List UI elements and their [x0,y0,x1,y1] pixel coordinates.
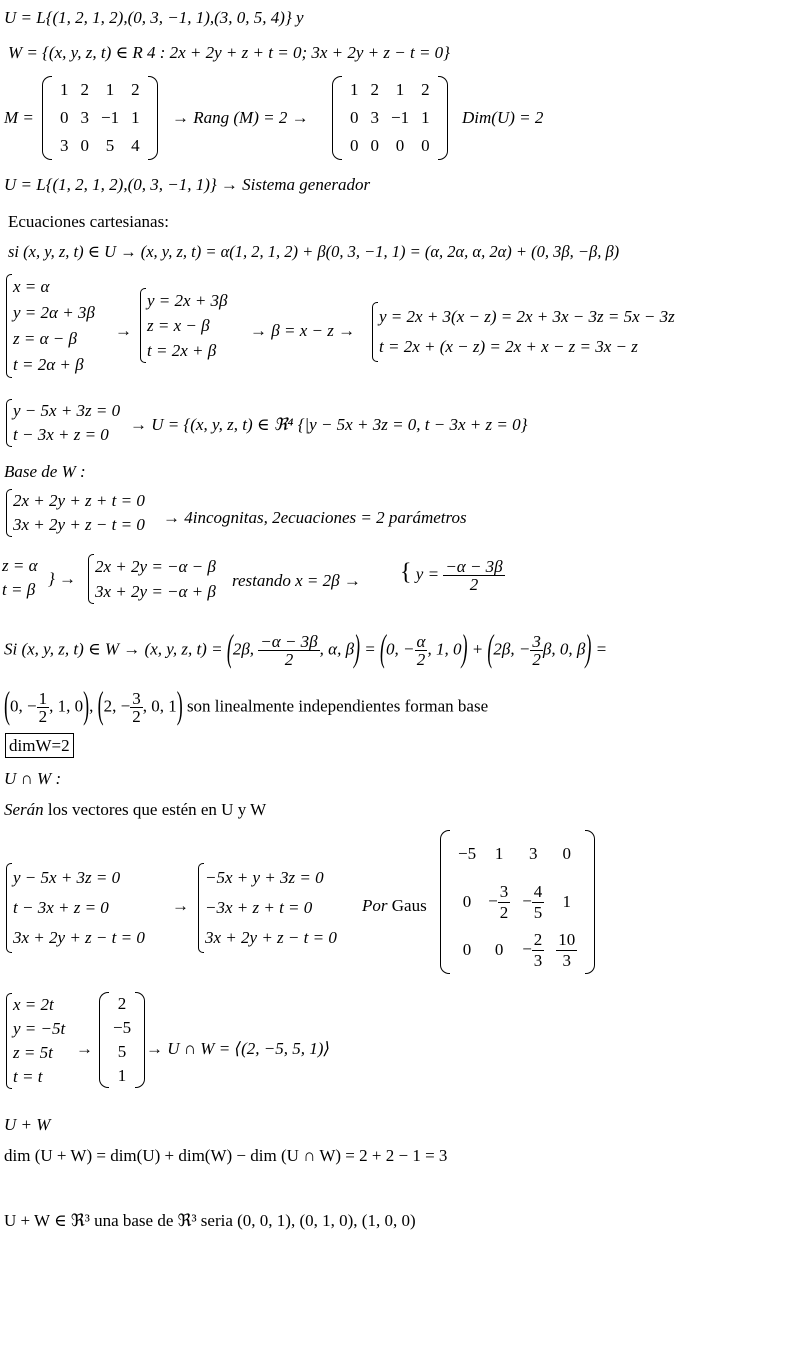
system-row: t − 3x + z = 0 [13,898,109,917]
final-basis: U + W ∈ ℜ³ una base de ℜ³ seria (0, 0, 1), (0, 1, 0), (1, 0, 0) [4,1211,416,1230]
matrix-row [452,926,583,974]
vector-column [99,992,145,1088]
matrix-row [344,76,436,104]
system-row: y = −5t [13,1019,66,1038]
sum-heading: U + W [4,1115,51,1134]
system-row: y = 2x + 3(x − z) = 2x + 3x − 3z = 5x − 3z [379,307,675,326]
matrix-cell: −1 [101,108,120,127]
intersection-heading: U ∩ W : [4,769,62,788]
matrix-cell: 4 [131,136,140,155]
arrow-s6: } → [48,569,77,588]
matrix-reduced [332,76,448,160]
matrix-cell: 0 [60,108,69,127]
system-7 [84,554,216,604]
matrix-cell: 2 [421,80,430,99]
matrix-row [452,878,583,926]
system-row: x = 2t [13,995,54,1014]
matrix-row [54,76,146,104]
seran-line: Serán los vectores que estén en U y W [4,800,267,819]
matrix-cell: 0 [350,108,359,127]
matrix-row [107,1016,137,1040]
matrix-row [54,104,146,132]
matrix-cell: 5 [117,1042,127,1061]
matrix-cell: 2 [117,994,127,1013]
matrix-cell: 0 [421,136,430,155]
system-row: t = 2x + β [147,341,217,360]
matrix-cell: 0 [462,892,472,911]
system-row: 3x + 2y = −α + β [95,582,216,601]
system-row: 3x + 2y + z − t = 0 [13,515,145,534]
U-cartesian: → U = {(x, y, z, t) ∈ ℜ⁴ {|y − 5x + 3z = 0, t − 3x + z = 0} [130,415,528,434]
matrix-cell: 0 [80,136,89,155]
matrix-cell: −1 [391,108,410,127]
matrix-row [54,132,146,160]
system-row: t − 3x + z = 0 [13,425,109,444]
system-row: z = α − β [13,329,77,348]
matrix-row [344,132,436,160]
matrix-cell: 0 [462,940,472,959]
matrix-cell: 2 [370,80,379,99]
system-row: t = t [13,1067,43,1086]
matrix-cell: −5 [113,1018,132,1037]
system-10 [194,863,337,953]
intersection-result: → U ∩ W = ⟨(2, −5, 5, 1)⟩ [146,1039,330,1058]
system-row: 2x + 2y = −α − β [95,557,216,576]
matrix-cell: 3 [80,108,89,127]
system-row: 3x + 2y + z − t = 0 [13,928,145,947]
matrix-cell: 5 [105,136,115,155]
system-row: z = 5t [13,1043,53,1062]
matrix-cell: 1 [421,108,430,127]
system-5 [2,489,145,537]
system-6 [0,554,38,602]
matrix-cell: − $\frac{4}{5}$ [522,881,543,922]
system-row: 3x + 2y + z − t = 0 [205,928,337,947]
system-row: t = β [2,580,36,599]
matrix-row [344,104,436,132]
system-4 [2,399,120,447]
rank-arrow: → Rang (M) = 2 → [172,108,309,127]
matrix-cell: 1 [395,80,405,99]
system-row: y = 2α + 3β [13,303,95,322]
param-expression: si (x, y, z, t) ∈ U → (x, y, z, t) = α(1, 2, 1, 2) + β(0, 3, −1, 1) = (α, 2α, α, 2α) + (0, 3β, −β, β) [8,242,620,261]
params-note: → 4incognitas, 2ecuaciones = 2 parámetros [163,508,467,527]
system-1 [2,274,95,378]
matrix-cell: 3 [370,108,379,127]
matrix-cell: 2 [80,80,89,99]
gauss-label: Por Gaus [362,896,427,915]
generator-system: U = L{(1, 2, 1, 2),(0, 3, −1, 1)} → Sistema generador [4,175,371,194]
system-11 [2,993,65,1089]
basis-vectors: (0, − $\frac{1}{2}$ , 1, 0), (2, − $\frac{3}{2}$ , 0, 1) son linealmente independientes forman base [4,684,489,727]
matrix-cell: 1 [117,1066,127,1085]
matrix-cell: 0 [494,940,504,959]
matrix-row [107,992,137,1016]
matrix-cell: − $\frac{2}{3}$ [522,929,543,970]
restando: restando x = 2β → [232,571,361,590]
system-row: x = α [13,277,50,296]
matrix-cell: 1 [494,844,504,863]
matrix-cell: −5 [458,844,477,863]
cartesian-heading: Ecuaciones cartesianas: [8,212,169,231]
base-W-heading: Base de W : [4,462,86,481]
system-row: z = α [2,556,38,575]
matrix-cell: 2 [131,80,140,99]
gauss-matrix [440,830,595,974]
matrix-cell: 0 [370,136,379,155]
matrix-cell: 1 [60,80,69,99]
system-row: −5x + y + 3z = 0 [205,868,324,887]
matrix-cell: 1 [131,108,140,127]
matrix-cell: 0 [350,136,359,155]
arrow-s11: → [76,1039,93,1058]
matrix-cell: 1 [350,80,359,99]
matrix-cell: $\frac{10}{3}$ [558,929,576,970]
matrix-cell: 1 [562,892,572,911]
system-2 [136,288,228,363]
system-row: t = 2x + (x − z) = 2x + x − z = 3x − z [379,337,638,356]
def-W: W = {(x, y, z, t) ∈ R 4 : 2x + 2y + z + t = 0; 3x + 2y + z − t = 0} [8,43,450,62]
system-row: y − 5x + 3z = 0 [13,868,121,887]
m-label: M = [4,108,34,127]
system-row: −3x + z + t = 0 [205,898,313,917]
dimension-formula: dim (U + W) = dim(U) + dim(W) − dim (U ∩ W) = 2 + 2 − 1 = 3 [4,1146,448,1165]
dim-U: Dim(U) = 2 [462,108,544,127]
matrix-cell: 0 [562,844,572,863]
matrix-cell: 1 [105,80,115,99]
matrix-row [452,830,583,878]
dimW-box: dimW=2 [5,737,74,754]
matrix-cell: 3 [60,136,69,155]
system-row: z = x − β [147,316,210,335]
beta-arrow: → β = x − z → [250,321,356,340]
system-row: y − 5x + 3z = 0 [13,401,121,420]
w-param-expression: Si (x, y, z, t) ∈ W → (x, y, z, t) = (2β, $\frac{-\alpha - 3\beta}{2}$ , α, β) = (0, − $\frac{\alpha}{2}$ , 1, 0) + (2β, − $\frac{3}{2}$ β, 0, β) = [4,627,608,670]
system-row: t = 2α + β [13,355,84,374]
def-U: U = L{(1, 2, 1, 2),(0, 3, −1, 1),(3, 0, 5, 4)} y [4,8,304,27]
matrix-row [107,1040,137,1064]
matrix-cell: 0 [395,136,405,155]
matrix-M [42,76,158,160]
system-3 [368,302,675,362]
matrix-row [107,1064,137,1088]
system-row: 2x + 2y + z + t = 0 [13,491,145,510]
y-fraction: { y = $\frac{-\alpha - 3\beta}{2}$ [400,557,503,594]
system-row: y = 2x + 3β [147,291,228,310]
matrix-cell: − $\frac{3}{2}$ [488,881,509,922]
matrix-cell: 3 [528,844,538,863]
system-9 [2,863,145,953]
arrow-1: → [115,321,132,340]
arrow-s9: → [172,896,189,915]
